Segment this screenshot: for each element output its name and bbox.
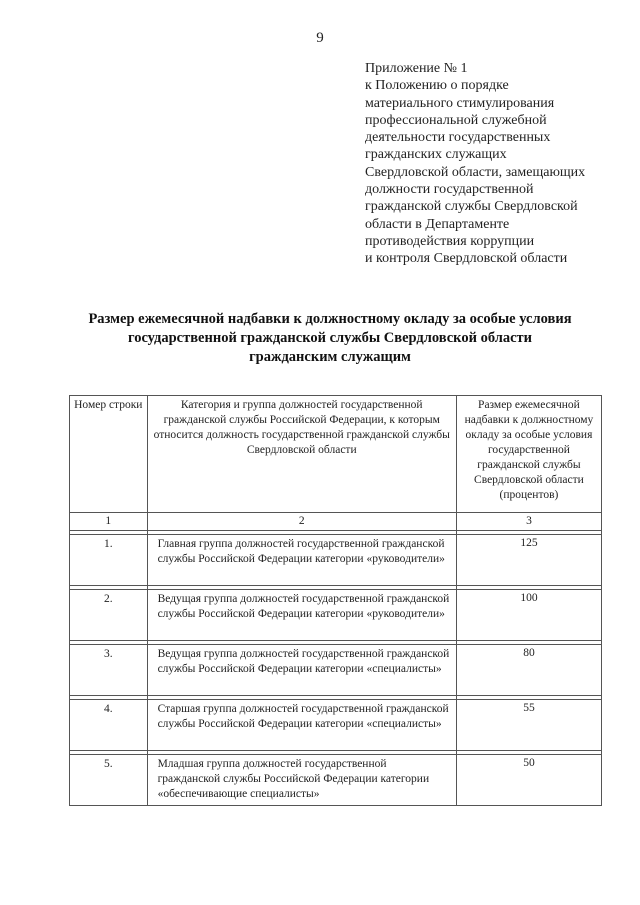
header-row-number: Номер строки (70, 396, 148, 513)
title-line: гражданским служащим (249, 349, 411, 365)
row-category: Ведущая группа должностей государственной гражданской службы Российской Федерации категории «специалисты» (147, 645, 456, 696)
appendix-line: области в Департаменте (365, 216, 510, 232)
title-line: Размер ежемесячной надбавки к должностному окладу за особые условия (88, 311, 572, 327)
title-line: государственной гражданской службы Свердловской области (127, 330, 533, 346)
appendix-line: к Положению о порядке (365, 78, 509, 94)
row-category: Старшая группа должностей государственной гражданской службы Российской Федерации категории «специалисты» (147, 700, 456, 751)
appendix-line: противодействия коррупции (365, 233, 535, 249)
table-row (70, 645, 602, 696)
row-number: 3. (70, 645, 148, 696)
appendix-line: должности государственной (365, 182, 534, 198)
header-percent: Размер ежемесячной надбавки к должностному окладу за особые условия государственной гражданской службы Свердловской области (процентов) (456, 396, 601, 513)
appendix-block (365, 60, 625, 268)
row-percent: 125 (456, 535, 601, 586)
header-category: Категория и группа должностей государственной гражданской службы Российской Федерации, к которым относится должность государственной гражданской службы Свердловской области (147, 396, 456, 513)
document-title (40, 310, 620, 367)
row-category: Ведущая группа должностей государственной гражданской службы Российской Федерации категории «руководители» (147, 590, 456, 641)
appendix-line: гражданской службы Свердловской (365, 199, 578, 215)
table-row (70, 590, 602, 641)
row-percent: 80 (456, 645, 601, 696)
table-row (70, 535, 602, 586)
row-number: 1. (70, 535, 148, 586)
appendix-line: Приложение № 1 (365, 61, 468, 76)
table-row (70, 700, 602, 751)
row-percent: 55 (456, 700, 601, 751)
page-number: 9 (316, 30, 324, 46)
table-index-row (70, 513, 602, 531)
row-category: Главная группа должностей государственной гражданской службы Российской Федерации категории «руководители» (147, 535, 456, 586)
row-number: 2. (70, 590, 148, 641)
row-number: 5. (70, 755, 148, 806)
row-number: 4. (70, 700, 148, 751)
table-row (70, 755, 602, 806)
appendix-line: материального стимулирования (365, 95, 555, 111)
row-percent: 100 (456, 590, 601, 641)
row-category: Младшая группа должностей государственной гражданской службы Российской Федерации категории «обеспечивающие специалисты» (147, 755, 456, 806)
row-percent: 50 (456, 755, 601, 806)
appendix-line: деятельности государственных (365, 130, 551, 146)
appendix-line: Свердловской области, замещающих (365, 164, 586, 180)
appendix-line: и контроля Свердловской области (365, 251, 568, 267)
appendix-line: гражданских служащих (365, 147, 507, 163)
index-cell: 2 (147, 513, 456, 531)
allowance-table (69, 395, 602, 806)
index-cell: 1 (70, 513, 148, 531)
table-header-row (70, 396, 602, 513)
index-cell: 3 (456, 513, 601, 531)
appendix-line: профессиональной служебной (365, 112, 547, 128)
